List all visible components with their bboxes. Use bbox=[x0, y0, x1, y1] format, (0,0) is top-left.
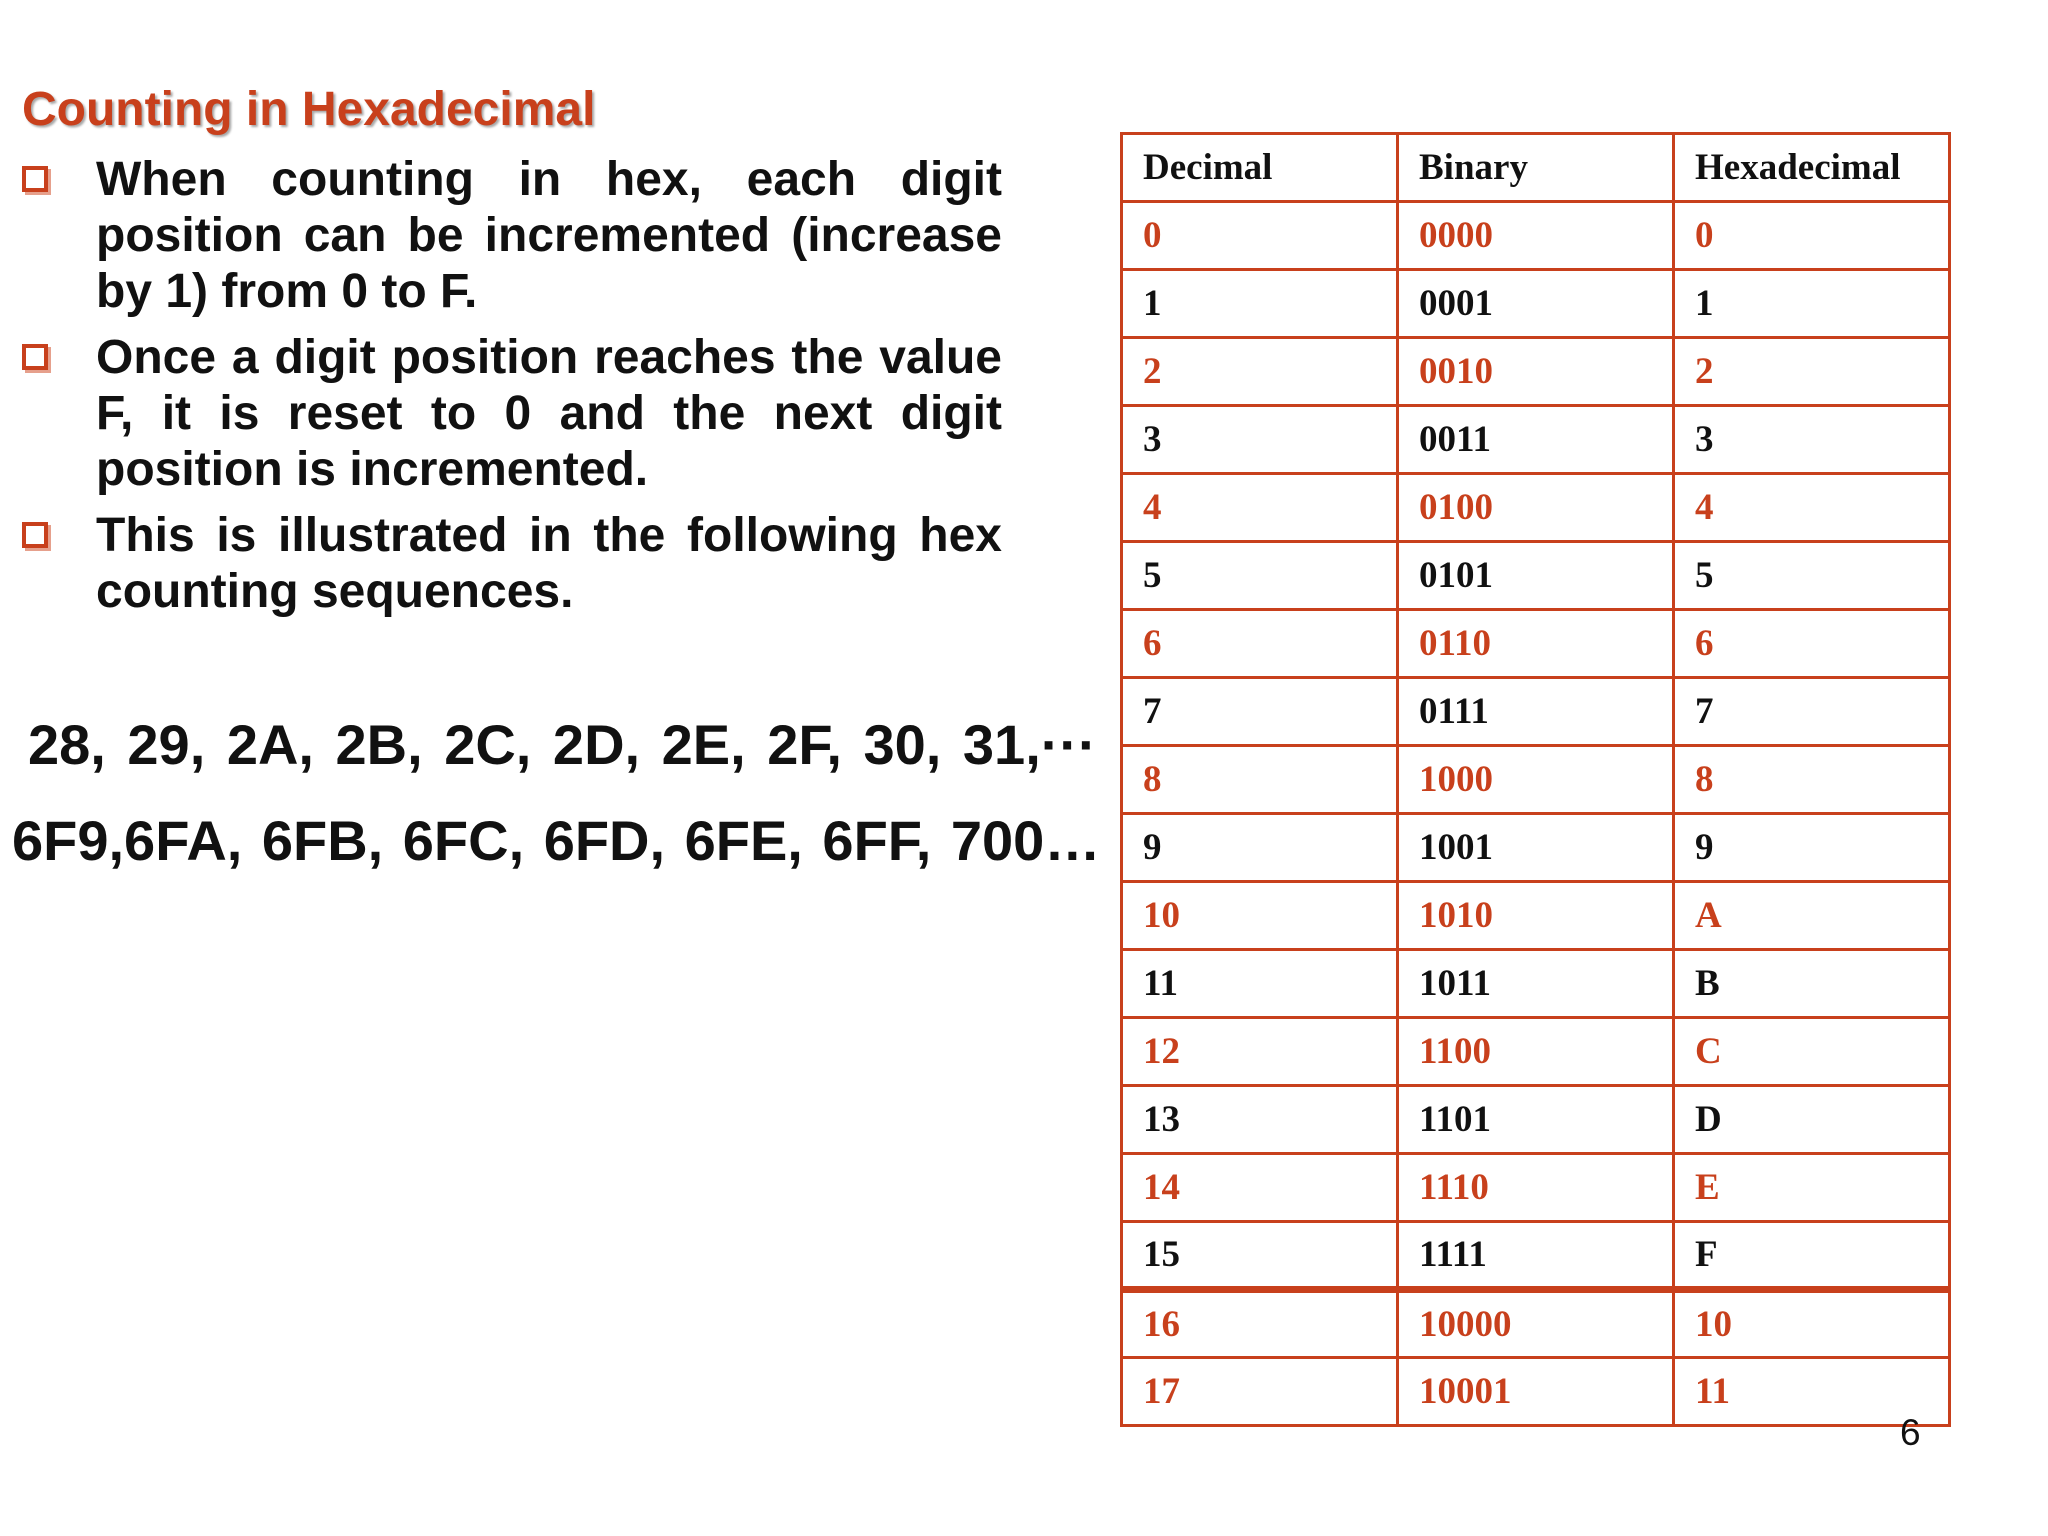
cell-hex: A bbox=[1674, 882, 1950, 950]
cell-hex: B bbox=[1674, 950, 1950, 1018]
bullet-item bbox=[22, 330, 1002, 498]
cell-decimal: 5 bbox=[1122, 542, 1398, 610]
cell-hex: 7 bbox=[1674, 678, 1950, 746]
cell-binary: 0101 bbox=[1398, 542, 1674, 610]
cell-binary: 10000 bbox=[1398, 1290, 1674, 1358]
table-row bbox=[1122, 678, 1950, 746]
table-row bbox=[1122, 270, 1950, 338]
header-binary: Binary bbox=[1398, 134, 1674, 202]
cell-decimal: 7 bbox=[1122, 678, 1398, 746]
bullet-text: Once a digit position reaches the value F, it is reset to 0 and the next digit position is incremented. bbox=[96, 331, 1002, 496]
cell-binary: 1101 bbox=[1398, 1086, 1674, 1154]
square-bullet-icon bbox=[22, 344, 48, 370]
cell-binary: 1000 bbox=[1398, 746, 1674, 814]
cell-hex: 9 bbox=[1674, 814, 1950, 882]
cell-hex: F bbox=[1674, 1222, 1950, 1290]
cell-hex: 5 bbox=[1674, 542, 1950, 610]
table-row bbox=[1122, 1222, 1950, 1290]
page-number: 6 bbox=[1900, 1412, 1921, 1453]
table-row bbox=[1122, 1086, 1950, 1154]
cell-decimal: 0 bbox=[1122, 202, 1398, 270]
cell-hex: 11 bbox=[1674, 1358, 1950, 1426]
cell-decimal: 16 bbox=[1122, 1290, 1398, 1358]
cell-hex: 8 bbox=[1674, 746, 1950, 814]
cell-binary: 0011 bbox=[1398, 406, 1674, 474]
cell-hex: C bbox=[1674, 1018, 1950, 1086]
table-row bbox=[1122, 1290, 1950, 1358]
cell-hex: 4 bbox=[1674, 474, 1950, 542]
cell-binary: 10001 bbox=[1398, 1358, 1674, 1426]
hex-sequence-1: 28, 29, 2A, 2B, 2C, 2D, 2E, 2F, 30, 31,··· bbox=[28, 713, 1097, 776]
bullet-item bbox=[22, 152, 1002, 320]
cell-decimal: 8 bbox=[1122, 746, 1398, 814]
cell-decimal: 1 bbox=[1122, 270, 1398, 338]
slide-title: Counting in Hexadecimal bbox=[22, 83, 596, 136]
square-bullet-icon bbox=[22, 522, 48, 548]
cell-hex: D bbox=[1674, 1086, 1950, 1154]
table-row bbox=[1122, 1358, 1950, 1426]
table-row bbox=[1122, 202, 1950, 270]
cell-binary: 0000 bbox=[1398, 202, 1674, 270]
table-row bbox=[1122, 950, 1950, 1018]
cell-hex: 6 bbox=[1674, 610, 1950, 678]
cell-binary: 1010 bbox=[1398, 882, 1674, 950]
cell-binary: 0100 bbox=[1398, 474, 1674, 542]
cell-binary: 1100 bbox=[1398, 1018, 1674, 1086]
cell-binary: 0110 bbox=[1398, 610, 1674, 678]
bullet-text: This is illustrated in the following hex counting sequences. bbox=[96, 509, 1002, 618]
square-bullet-icon bbox=[22, 166, 48, 192]
table-header-row bbox=[1122, 134, 1950, 202]
cell-binary: 0010 bbox=[1398, 338, 1674, 406]
table-row bbox=[1122, 1018, 1950, 1086]
table-row bbox=[1122, 746, 1950, 814]
hex-sequence-2: 6F9,6FA, 6FB, 6FC, 6FD, 6FE, 6FF, 700… bbox=[12, 809, 1101, 872]
cell-binary: 1110 bbox=[1398, 1154, 1674, 1222]
table-row bbox=[1122, 338, 1950, 406]
decimal-binary-hex-table bbox=[1120, 132, 1951, 1427]
cell-decimal: 3 bbox=[1122, 406, 1398, 474]
cell-decimal: 6 bbox=[1122, 610, 1398, 678]
table-row bbox=[1122, 882, 1950, 950]
table-row bbox=[1122, 1154, 1950, 1222]
cell-decimal: 10 bbox=[1122, 882, 1398, 950]
cell-binary: 1001 bbox=[1398, 814, 1674, 882]
table-row bbox=[1122, 814, 1950, 882]
cell-decimal: 14 bbox=[1122, 1154, 1398, 1222]
cell-hex: E bbox=[1674, 1154, 1950, 1222]
cell-binary: 0111 bbox=[1398, 678, 1674, 746]
bullet-list bbox=[22, 152, 1002, 630]
cell-decimal: 12 bbox=[1122, 1018, 1398, 1086]
header-decimal: Decimal bbox=[1122, 134, 1398, 202]
cell-binary: 0001 bbox=[1398, 270, 1674, 338]
cell-decimal: 4 bbox=[1122, 474, 1398, 542]
cell-hex: 10 bbox=[1674, 1290, 1950, 1358]
cell-decimal: 17 bbox=[1122, 1358, 1398, 1426]
header-hexadecimal: Hexadecimal bbox=[1674, 134, 1950, 202]
cell-decimal: 13 bbox=[1122, 1086, 1398, 1154]
cell-decimal: 9 bbox=[1122, 814, 1398, 882]
cell-decimal: 11 bbox=[1122, 950, 1398, 1018]
table-row bbox=[1122, 610, 1950, 678]
cell-hex: 3 bbox=[1674, 406, 1950, 474]
cell-hex: 0 bbox=[1674, 202, 1950, 270]
cell-hex: 1 bbox=[1674, 270, 1950, 338]
table-row bbox=[1122, 542, 1950, 610]
table-row bbox=[1122, 406, 1950, 474]
cell-decimal: 2 bbox=[1122, 338, 1398, 406]
cell-binary: 1111 bbox=[1398, 1222, 1674, 1290]
cell-hex: 2 bbox=[1674, 338, 1950, 406]
cell-binary: 1011 bbox=[1398, 950, 1674, 1018]
cell-decimal: 15 bbox=[1122, 1222, 1398, 1290]
bullet-item bbox=[22, 508, 1002, 620]
bullet-text: When counting in hex, each digit position can be incremented (increase by 1) from 0 to F. bbox=[96, 153, 1002, 318]
table-row bbox=[1122, 474, 1950, 542]
